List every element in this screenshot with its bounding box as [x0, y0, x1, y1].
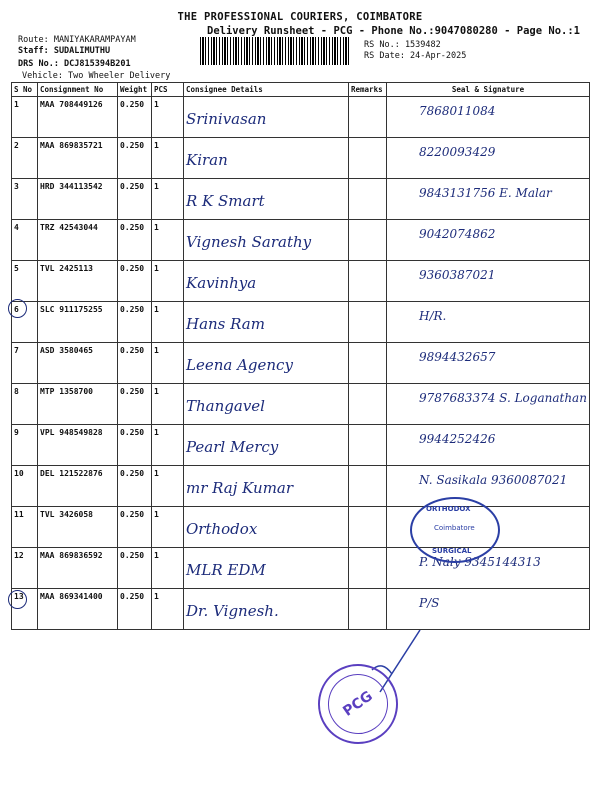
row-weight: 0.250	[118, 179, 152, 220]
row-consignee: R K Smart	[184, 179, 349, 220]
row-sno: 8	[12, 384, 38, 425]
row-seal-signature: 9843131756 E. Malar	[387, 179, 590, 220]
row-sno: 5	[12, 261, 38, 302]
row-sno: 4	[12, 220, 38, 261]
row-pcs: 1	[152, 343, 184, 384]
row-consignment-no: MAA 869836592	[38, 548, 118, 589]
row-consignment-no: TVL 2425113	[38, 261, 118, 302]
col-seal: Seal & Signature	[387, 83, 590, 97]
row-sno: 12	[12, 548, 38, 589]
orthodox-surgical-stamp: ORTHODOX Coimbatore SURGICAL	[410, 497, 500, 563]
row-weight: 0.250	[118, 425, 152, 466]
row-consignee: Hans Ram	[184, 302, 349, 343]
table-row	[12, 466, 590, 507]
row-seal-signature: P/S	[387, 589, 590, 630]
row-consignee: Kavinhya	[184, 261, 349, 302]
row-consignee: Srinivasan	[184, 97, 349, 138]
row-weight: 0.250	[118, 548, 152, 589]
row-consignee: mr Raj Kumar	[184, 466, 349, 507]
pcg-stamp: PCG	[302, 648, 413, 759]
row-consignee: Dr. Vignesh.	[184, 589, 349, 630]
row-remarks	[349, 220, 387, 261]
col-sno: S No	[12, 83, 38, 97]
row-remarks	[349, 548, 387, 589]
row-remarks	[349, 343, 387, 384]
row-consignee: Pearl Mercy	[184, 425, 349, 466]
row-consignment-no: HRD 344113542	[38, 179, 118, 220]
row-pcs: 1	[152, 97, 184, 138]
row-sno: 6	[12, 302, 38, 343]
table-row	[12, 384, 590, 425]
table-row	[12, 97, 590, 138]
row-pcs: 1	[152, 261, 184, 302]
table-row	[12, 220, 590, 261]
row-consignment-no: SLC 911175255	[38, 302, 118, 343]
row-pcs: 1	[152, 589, 184, 630]
circle-mark-row-13	[8, 590, 27, 609]
row-consignee: Thangavel	[184, 384, 349, 425]
row-seal-signature: 8220093429	[387, 138, 590, 179]
col-consignee: Consignee Details	[184, 83, 349, 97]
barcode	[200, 37, 350, 65]
row-sno: 10	[12, 466, 38, 507]
row-seal-signature: N. Sasikala 9360087021	[387, 466, 590, 507]
row-consignment-no: MTP 1358700	[38, 384, 118, 425]
row-remarks	[349, 589, 387, 630]
row-consignee: MLR EDM	[184, 548, 349, 589]
row-consignee: Vignesh Sarathy	[184, 220, 349, 261]
row-remarks	[349, 138, 387, 179]
staff-label: Staff: SUDALIMUTHU	[18, 46, 111, 56]
row-sno: 1	[12, 97, 38, 138]
row-seal-signature: 7868011084	[387, 97, 590, 138]
delivery-table	[11, 82, 590, 630]
runsheet-title: Delivery Runsheet - PCG - Phone No.:9047080280 - Page No.:1	[207, 25, 580, 37]
row-sno: 13	[12, 589, 38, 630]
row-seal-signature: H/R.	[387, 302, 590, 343]
row-remarks	[349, 425, 387, 466]
col-consignment: Consignment No	[38, 83, 118, 97]
row-pcs: 1	[152, 466, 184, 507]
row-pcs: 1	[152, 138, 184, 179]
row-consignment-no: DEL 121522876	[38, 466, 118, 507]
row-weight: 0.250	[118, 302, 152, 343]
row-weight: 0.250	[118, 343, 152, 384]
table-row	[12, 179, 590, 220]
row-seal-signature: 9894432657	[387, 343, 590, 384]
row-sno: 2	[12, 138, 38, 179]
row-weight: 0.250	[118, 589, 152, 630]
row-seal-signature: 9360387021	[387, 261, 590, 302]
row-weight: 0.250	[118, 220, 152, 261]
row-sno: 7	[12, 343, 38, 384]
row-remarks	[349, 97, 387, 138]
col-weight: Weight	[118, 83, 152, 97]
row-remarks	[349, 384, 387, 425]
row-pcs: 1	[152, 507, 184, 548]
row-remarks	[349, 302, 387, 343]
row-consignment-no: TVL 3426058	[38, 507, 118, 548]
row-remarks	[349, 179, 387, 220]
col-pcs: PCS	[152, 83, 184, 97]
row-consignment-no: VPL 948549828	[38, 425, 118, 466]
route-label: Route: MANIYAKARAMPAYAM	[18, 35, 136, 45]
company-name: THE PROFESSIONAL COURIERS, COIMBATORE	[177, 11, 423, 23]
row-consignee: Leena Agency	[184, 343, 349, 384]
table-row	[12, 507, 590, 548]
row-remarks	[349, 466, 387, 507]
table-row	[12, 343, 590, 384]
table-row	[12, 138, 590, 179]
table-row	[12, 261, 590, 302]
row-consignment-no: ASD 3580465	[38, 343, 118, 384]
row-pcs: 1	[152, 302, 184, 343]
row-pcs: 1	[152, 179, 184, 220]
rs-number: RS No.: 1539482	[364, 40, 441, 50]
row-pcs: 1	[152, 425, 184, 466]
vehicle-label: Vehicle: Two Wheeler Delivery	[22, 71, 171, 81]
row-consignment-no: MAA 869341400	[38, 589, 118, 630]
row-pcs: 1	[152, 220, 184, 261]
row-consignee: Kiran	[184, 138, 349, 179]
row-consignment-no: MAA 708449126	[38, 97, 118, 138]
row-weight: 0.250	[118, 138, 152, 179]
row-pcs: 1	[152, 384, 184, 425]
row-seal-signature: 9787683374 S. Loganathan	[387, 384, 590, 425]
row-weight: 0.250	[118, 97, 152, 138]
circle-mark-row-6	[8, 299, 27, 318]
rs-date: RS Date: 24-Apr-2025	[364, 51, 467, 61]
row-weight: 0.250	[118, 261, 152, 302]
table-header-row	[12, 83, 590, 97]
row-pcs: 1	[152, 548, 184, 589]
row-consignment-no: MAA 869835721	[38, 138, 118, 179]
row-sno: 3	[12, 179, 38, 220]
table-row	[12, 589, 590, 630]
col-remarks: Remarks	[349, 83, 387, 97]
table-row	[12, 302, 590, 343]
row-remarks	[349, 507, 387, 548]
drs-number: DRS No.: DCJ815394B201	[18, 59, 131, 69]
table-row	[12, 548, 590, 589]
row-sno: 11	[12, 507, 38, 548]
row-consignment-no: TRZ 42543044	[38, 220, 118, 261]
row-weight: 0.250	[118, 507, 152, 548]
row-weight: 0.250	[118, 384, 152, 425]
table-row	[12, 425, 590, 466]
row-remarks	[349, 261, 387, 302]
row-sno: 9	[12, 425, 38, 466]
row-seal-signature: P. Naly 9345144313	[387, 548, 590, 589]
row-weight: 0.250	[118, 466, 152, 507]
row-consignee: Orthodox	[184, 507, 349, 548]
row-seal-signature: 9944252426	[387, 425, 590, 466]
row-seal-signature: 9042074862	[387, 220, 590, 261]
